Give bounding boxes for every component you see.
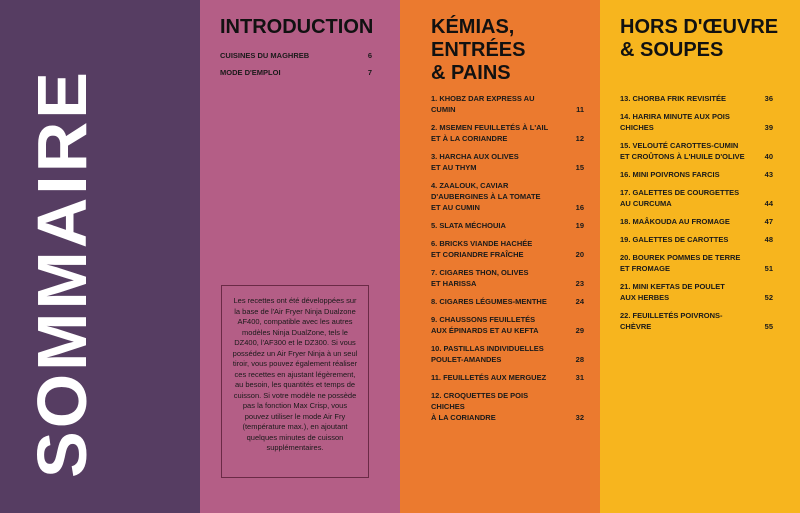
toc-entry-page: 28 [575, 355, 584, 364]
toc-entry-label: 12. CROQUETTES DE POIS CHICHES À LA CORIANDRE [431, 391, 529, 422]
toc-entry-page: 48 [764, 235, 773, 244]
toc-entry-page: 51 [764, 264, 773, 273]
toc-entry-label: 17. GALETTES DE COURGETTES AU CURCUMA [620, 188, 740, 208]
toc-entry[interactable] [431, 372, 584, 383]
toc-entry-label: 13. CHORBA FRIK REVISITÉE [620, 94, 726, 103]
toc-entry-label: 9. CHAUSSONS FEUILLETÉS AUX ÉPINARDS ET AU KEFTA [431, 315, 539, 335]
toc-entry[interactable] [620, 187, 773, 209]
introduction-toc [220, 50, 372, 84]
compatibility-note: Les recettes ont été développées sur la base de l'Air Fryer Ninja Dualzone AF400, compatible avec les autres modèles Ninja DualZone, tels le DZ400, l'AF300 et le DZ300. Si vous possédez un Air Fryer Ninja à un seul tiroir, vous pouvez également réaliser ces recettes en ajustant légèrement, au besoin, les quantités et temps de cuisson. Si votre modèle ne possède pas la fonction Max Crisp, vous pouvez utiliser le mode Air Fry (température max.), en ajoutant quelques minutes de cuisson supplémentaires. [221, 285, 369, 478]
toc-entry-label: 22. FEUILLETÉS POIVRONS-CHÈVRE [620, 311, 723, 331]
toc-entry[interactable] [431, 238, 584, 260]
toc-entry-label: 18. MAÂKOUDA AU FROMAGE [620, 217, 730, 226]
toc-entry-page: 31 [575, 373, 584, 382]
toc-entry[interactable] [431, 314, 584, 336]
toc-entry-page: 23 [575, 279, 584, 288]
toc-entry-label: 16. MINI POIVRONS FARCIS [620, 170, 720, 179]
toc-entry[interactable] [620, 252, 773, 274]
toc-entry-label: 20. BOUREK POMMES DE TERRE ET FROMAGE [620, 253, 741, 273]
toc-entry-page: 39 [764, 123, 773, 132]
toc-entry-page: 36 [764, 94, 773, 103]
toc-entry[interactable] [620, 281, 773, 303]
toc-entry-page: 24 [575, 297, 584, 306]
toc-entry-page: 32 [575, 413, 584, 422]
toc-entry[interactable] [620, 234, 773, 245]
toc-entry[interactable] [431, 296, 584, 307]
toc-entry-label: 10. PASTILLAS INDIVIDUELLES POULET-AMANDES [431, 344, 544, 364]
hors-doeuvre-heading: HORS D'ŒUVRE & SOUPES [620, 16, 779, 61]
toc-entry-label: 6. BRICKS VIANDE HACHÉE ET CORIANDRE FRAÎCHE [431, 239, 533, 259]
toc-entry-label: CUISINES DU MAGHREB [220, 51, 310, 60]
toc-entry-page: 19 [575, 221, 584, 230]
toc-entry-label: MODE D'EMPLOI [220, 68, 281, 77]
toc-entry-page: 6 [367, 51, 372, 60]
toc-entry[interactable] [620, 216, 773, 227]
kemias-heading: KÉMIAS, ENTRÉES & PAINS [431, 16, 526, 84]
toc-entry-page: 16 [575, 203, 584, 212]
toc-entry-page: 55 [764, 322, 773, 331]
introduction-column [200, 0, 400, 513]
toc-entry-page: 20 [575, 250, 584, 259]
toc-entry[interactable] [431, 220, 584, 231]
toc-entry-label: 14. HARIRA MINUTE AUX POIS CHICHES [620, 112, 730, 132]
toc-entry-label: 3. HARCHA AUX OLIVES ET AU THYM [431, 152, 519, 172]
toc-entry-page: 43 [764, 170, 773, 179]
kemias-toc [431, 93, 584, 430]
toc-entry-label: 5. SLATA MÉCHOUIA [431, 221, 506, 230]
toc-entry-page: 47 [764, 217, 773, 226]
toc-entry[interactable] [620, 93, 773, 104]
toc-entry-label: 15. VELOUTÉ CAROTTES-CUMIN ET CROÛTONS À L'HUILE D'OLIVE [620, 141, 745, 161]
toc-entry[interactable] [431, 267, 584, 289]
toc-entry[interactable] [431, 343, 584, 365]
toc-entry[interactable] [620, 140, 773, 162]
toc-entry-label: 8. CIGARES LÉGUMES-MENTHE [431, 297, 547, 306]
sommaire-column [0, 0, 200, 513]
introduction-heading: INTRODUCTION [220, 16, 374, 38]
toc-entry[interactable] [431, 180, 584, 213]
toc-entry-page: 15 [575, 163, 584, 172]
toc-entry-label: 2. MSEMEN FEUILLETÉS À L'AIL ET À LA CORIANDRE [431, 123, 549, 143]
toc-entry-label: 7. CIGARES THON, OLIVES ET HARISSA [431, 268, 529, 288]
toc-entry[interactable] [431, 122, 584, 144]
toc-entry-label: 21. MINI KEFTAS DE POULET AUX HERBES [620, 282, 725, 302]
toc-entry[interactable] [220, 67, 372, 78]
toc-entry[interactable] [620, 111, 773, 133]
hors-doeuvre-toc [620, 93, 773, 339]
toc-entry-page: 12 [575, 134, 584, 143]
toc-entry-page: 44 [764, 199, 773, 208]
toc-entry[interactable] [220, 50, 372, 61]
toc-entry[interactable] [620, 169, 773, 180]
toc-entry-label: 4. ZAALOUK, CAVIAR D'AUBERGINES À LA TOMATE ET AU CUMIN [431, 181, 541, 212]
toc-entry-page: 52 [764, 293, 773, 302]
hors-doeuvre-column [600, 0, 800, 513]
toc-entry-page: 7 [367, 68, 372, 77]
kemias-column [400, 0, 600, 513]
toc-entry[interactable] [431, 151, 584, 173]
toc-entry-label: 11. FEUILLETÉS AUX MERGUEZ [431, 373, 547, 382]
toc-entry-page: 40 [764, 152, 773, 161]
toc-entry-label: 19. GALETTES DE CAROTTES [620, 235, 729, 244]
toc-entry-page: 11 [576, 105, 584, 114]
page-title: SOMMAIRE [23, 69, 101, 478]
toc-entry[interactable] [431, 390, 584, 423]
toc-entry[interactable] [431, 93, 584, 115]
toc-entry-label: 1. KHOBZ DAR EXPRESS AU CUMIN [431, 94, 535, 114]
toc-entry-page: 29 [575, 326, 584, 335]
toc-entry[interactable] [620, 310, 773, 332]
